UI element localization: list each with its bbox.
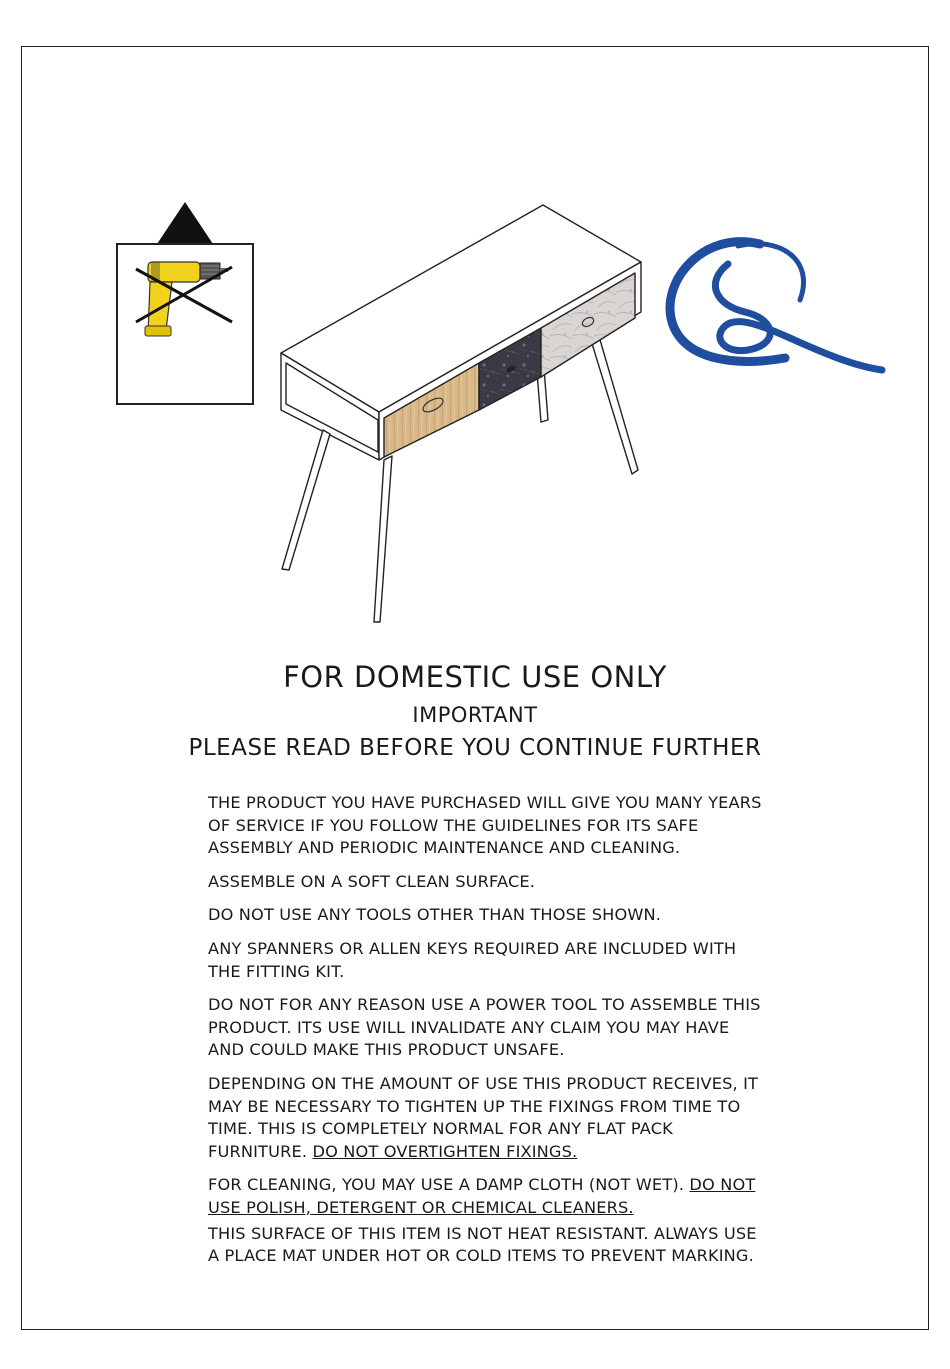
paragraph-tools: DO NOT USE ANY TOOLS OTHER THAN THOSE SHOWN. (208, 905, 662, 925)
fixings-warning: DO NOT OVERTIGHTEN FIXINGS. (312, 1141, 578, 1161)
important-heading: IMPORTANT (412, 703, 538, 727)
domestic-use-heading: FOR DOMESTIC USE ONLY (283, 660, 667, 694)
console-table-illustration (281, 205, 641, 622)
illustrations (0, 0, 950, 660)
no-power-tool-warning-icon (117, 202, 253, 404)
paragraph-cleaning (208, 1174, 768, 1219)
paragraph-soft-surface: ASSEMBLE ON A SOFT CLEAN SURFACE. (208, 871, 536, 891)
paragraph-guidelines: THE PRODUCT YOU HAVE PURCHASED WILL GIVE YOU MANY YEARS OF SERVICE IF YOU FOLLOW THE GUIDELINES FOR ITS SAFE ASSEMBLY AND PERIODIC MAINTENANCE AND CLEANING. (208, 793, 762, 858)
read-before-heading: PLEASE READ BEFORE YOU CONTINUE FURTHER (188, 735, 762, 761)
instructions-text (208, 792, 768, 1279)
cleaning-text: FOR CLEANING, YOU MAY USE A DAMP CLOTH (NOT WET). (208, 1175, 690, 1195)
paragraph-heat: THIS SURFACE OF THIS ITEM IS NOT HEAT RESISTANT. ALWAYS USE A PLACE MAT UNDER HOT OR COLD ITEMS TO PREVENT MARKING. (208, 1223, 757, 1266)
paragraph-fixings (208, 1073, 768, 1163)
brand-s-logo (670, 242, 882, 370)
cleaning-warning: DO NOT USE POLISH, DETERGENT OR CHEMICAL CLEANERS. (208, 1175, 756, 1217)
paragraph-power-tool: DO NOT FOR ANY REASON USE A POWER TOOL TO ASSEMBLE THIS PRODUCT. ITS USE WILL INVALIDATE ANY CLAIM YOU MAY HAVE AND COULD MAKE THIS PRODUCT UNSAFE. (208, 995, 761, 1060)
fixings-text: DEPENDING ON THE AMOUNT OF USE THIS PRODUCT RECEIVES, IT MAY BE NECESSARY TO TIGHTEN UP THE FIXINGS FROM TIME TO TIME. THIS IS COMPLETELY NORMAL FOR ANY FLAT PACK FURNITURE. (208, 1073, 759, 1161)
paragraph-allen-keys: ANY SPANNERS OR ALLEN KEYS REQUIRED ARE INCLUDED WITH THE FITTING KIT. (208, 938, 737, 981)
